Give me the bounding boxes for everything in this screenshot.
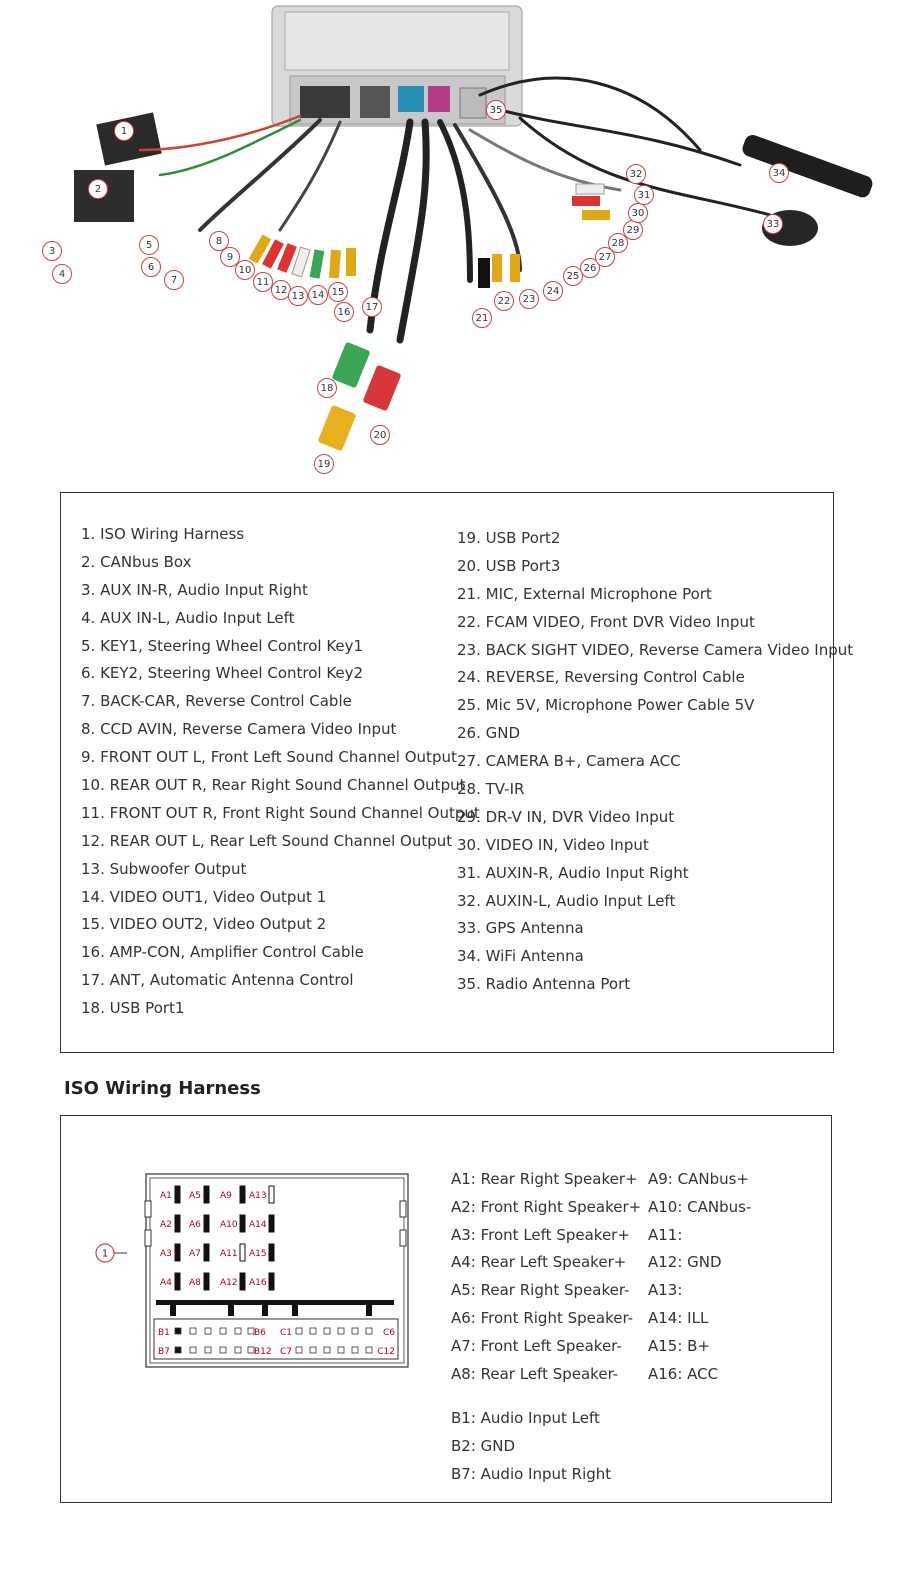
callout-3: 3: [42, 241, 62, 261]
pin-slot: [240, 1215, 245, 1232]
pin-item: A9: CANbus+: [648, 1170, 749, 1188]
pin-square: [310, 1328, 316, 1334]
pin-slot: [204, 1186, 209, 1203]
pin-list-a-col1: [451, 1166, 641, 1388]
pin-slot: [204, 1244, 209, 1261]
legend-item: 12. REAR OUT L, Rear Left Sound Channel Output: [81, 831, 453, 850]
callout-7: 7: [164, 270, 184, 290]
pin-label: A12: [220, 1278, 238, 1288]
legend-item: 8. CCD AVIN, Reverse Camera Video Input: [81, 720, 397, 739]
pin-item: A5: Rear Right Speaker-: [451, 1281, 630, 1300]
pin-label: B1: [158, 1328, 170, 1338]
legend-right-column: [457, 525, 853, 999]
pin-item: A7: Front Left Speaker-: [451, 1336, 622, 1355]
pin-item: B2: GND: [451, 1436, 516, 1455]
pin-label: A3: [160, 1249, 172, 1259]
callout-26: 26: [580, 258, 600, 278]
pin-label: A11: [220, 1249, 238, 1259]
pin-label: B7: [158, 1347, 170, 1357]
callout-4: 4: [52, 264, 72, 284]
pin-label: C6: [382, 1328, 395, 1338]
head-unit: [272, 6, 522, 126]
callout-25: 25: [563, 266, 583, 286]
pin-square: [220, 1347, 226, 1353]
callout-19: 19: [314, 454, 334, 474]
pin-square: [220, 1328, 226, 1334]
iso-connector-callout: [95, 1243, 131, 1267]
pin-item: A6: Front Right Speaker-: [451, 1308, 634, 1327]
pin-square: [324, 1347, 330, 1353]
legend-item: 2. CANbus Box: [81, 552, 192, 571]
pin-square: [296, 1347, 302, 1353]
pin-square: [190, 1328, 196, 1334]
pin-label: A16: [249, 1278, 267, 1288]
pin-item: A15: B+: [648, 1336, 711, 1355]
legend-item: 20. USB Port3: [457, 556, 561, 575]
callout-1: 1: [114, 121, 134, 141]
callout-24: 24: [543, 281, 563, 301]
callout-30: 30: [628, 203, 648, 223]
pin-label: A1: [160, 1191, 172, 1201]
pin-square: [352, 1328, 358, 1334]
pin-square: [235, 1347, 241, 1353]
pin-item: B7: Audio Input Right: [451, 1464, 612, 1483]
legend-item: 19. USB Port2: [457, 529, 561, 547]
legend-item: 22. FCAM VIDEO, Front DVR Video Input: [457, 612, 755, 631]
iso-connector-diagram: [140, 1168, 415, 1373]
pin-square: [190, 1347, 196, 1353]
wiring-photo: [0, 0, 900, 485]
pin-label: A7: [189, 1249, 201, 1259]
callout-23: 23: [519, 289, 539, 309]
callout-34: 34: [769, 163, 789, 183]
legend-left-column: [81, 521, 480, 1023]
pin-slot: [269, 1244, 274, 1261]
pin-slot: [269, 1186, 274, 1203]
pin-label: A9: [220, 1191, 232, 1201]
pin-square: [175, 1328, 181, 1334]
callout-29: 29: [623, 220, 643, 240]
pin-item: A8: Rear Left Speaker-: [451, 1364, 619, 1383]
pin-label: C7: [280, 1347, 293, 1357]
legend-item: 31. AUXIN-R, Audio Input Right: [457, 863, 689, 882]
legend-item: 23. BACK SIGHT VIDEO, Reverse Camera Video Input: [457, 640, 854, 659]
legend-item: 17. ANT, Automatic Antenna Control: [81, 971, 354, 990]
legend-item: 6. KEY2, Steering Wheel Control Key2: [81, 664, 364, 683]
callout-15: 15: [328, 282, 348, 302]
pin-item: A13:: [648, 1281, 683, 1300]
callout-12: 12: [271, 280, 291, 300]
pin-label: C1: [280, 1328, 293, 1338]
legend-item: 25. Mic 5V, Microphone Power Cable 5V: [457, 696, 755, 715]
callout-27: 27: [595, 247, 615, 267]
callout-5: 5: [139, 235, 159, 255]
legend-item: 35. Radio Antenna Port: [457, 975, 631, 994]
pin-label: A14: [249, 1220, 267, 1230]
pin-item: B1: Audio Input Left: [451, 1409, 600, 1427]
pin-square: [296, 1328, 302, 1334]
pin-item: A4: Rear Left Speaker+: [451, 1253, 627, 1272]
rca-plugs: [249, 184, 610, 288]
callout-11: 11: [253, 272, 273, 292]
pin-square: [235, 1328, 241, 1334]
pin-slot: [175, 1273, 180, 1290]
iso-section-title: ISO Wiring Harness: [64, 1078, 261, 1099]
pin-square: [366, 1328, 372, 1334]
callout-31: 31: [634, 185, 654, 205]
callout-2: 2: [88, 179, 108, 199]
legend-item: 1. ISO Wiring Harness: [81, 525, 245, 543]
pin-square: [338, 1347, 344, 1353]
pin-square: [175, 1347, 181, 1353]
legend-item: 7. BACK-CAR, Reverse Control Cable: [81, 692, 352, 711]
pin-item: A11:: [648, 1225, 683, 1244]
pin-square: [248, 1347, 254, 1353]
pin-square: [205, 1328, 211, 1334]
pin-label: C12: [377, 1347, 395, 1357]
pin-square: [248, 1328, 254, 1334]
pin-label: B6: [254, 1328, 266, 1338]
legend-item: 5. KEY1, Steering Wheel Control Key1: [81, 636, 364, 655]
legend-item: 26. GND: [457, 724, 521, 743]
pin-label: A15: [249, 1249, 267, 1259]
legend-item: 15. VIDEO OUT2, Video Output 2: [81, 915, 327, 934]
pin-label: A4: [160, 1278, 172, 1288]
legend-item: 9. FRONT OUT L, Front Left Sound Channel Output: [81, 748, 457, 767]
pin-item: A12: GND: [648, 1253, 722, 1272]
legend-item: 21. MIC, External Microphone Port: [457, 584, 712, 603]
legend-item: 4. AUX IN-L, Audio Input Left: [81, 608, 295, 627]
callout-22: 22: [494, 291, 514, 311]
wifi-antenna: [740, 133, 874, 200]
legend-item: 32. AUXIN-L, Audio Input Left: [457, 891, 676, 910]
pin-square: [338, 1328, 344, 1334]
pin-square: [352, 1347, 358, 1353]
pin-square: [205, 1347, 211, 1353]
pin-slot: [269, 1273, 274, 1290]
legend-item: 11. FRONT OUT R, Front Right Sound Channel Output: [81, 803, 480, 822]
pin-item: A2: Front Right Speaker+: [451, 1197, 642, 1216]
legend-item: 29. DR-V IN, DVR Video Input: [457, 807, 675, 826]
pin-slot: [269, 1215, 274, 1232]
pin-slot: [240, 1186, 245, 1203]
pin-slot: [175, 1186, 180, 1203]
callout-20: 20: [370, 425, 390, 445]
pin-label: A2: [160, 1220, 172, 1230]
legend-item: 10. REAR OUT R, Rear Right Sound Channel Output: [81, 776, 466, 795]
pin-list-a-col2: [648, 1166, 751, 1388]
pin-slot: [240, 1244, 245, 1261]
callout-21: 21: [472, 308, 492, 328]
pin-square: [310, 1347, 316, 1353]
pin-item: A3: Front Left Speaker+: [451, 1225, 630, 1244]
pin-slot: [204, 1273, 209, 1290]
pin-label: A10: [220, 1220, 238, 1230]
callout-9: 9: [220, 247, 240, 267]
pin-item: A10: CANbus-: [648, 1197, 752, 1216]
pin-label: A8: [189, 1278, 201, 1288]
pin-item: A1: Rear Right Speaker+: [451, 1170, 638, 1188]
pin-slot: [175, 1215, 180, 1232]
callout-28: 28: [608, 233, 628, 253]
legend-item: 27. CAMERA B+, Camera ACC: [457, 752, 681, 771]
legend-item: 28. TV-IR: [457, 780, 525, 799]
legend-box: [60, 492, 854, 1053]
legend-item: 18. USB Port1: [81, 999, 185, 1018]
pin-slot: [240, 1273, 245, 1290]
pin-label: B12: [254, 1347, 272, 1357]
callout-32: 32: [626, 164, 646, 184]
pin-item: A14: ILL: [648, 1308, 709, 1327]
legend-item: 30. VIDEO IN, Video Input: [457, 835, 649, 854]
iso-connector-callout-number: 1: [101, 1248, 109, 1260]
legend-item: 14. VIDEO OUT1, Video Output 1: [81, 887, 327, 906]
pin-label: A5: [189, 1191, 201, 1201]
callout-14: 14: [308, 285, 328, 305]
wiring-illustration: [0, 0, 900, 485]
legend-item: 33. GPS Antenna: [457, 919, 584, 938]
callout-8: 8: [209, 231, 229, 251]
pin-square: [366, 1347, 372, 1353]
callout-18: 18: [317, 378, 337, 398]
legend-item: 24. REVERSE, Reversing Control Cable: [457, 668, 745, 687]
pin-item: A16: ACC: [648, 1364, 719, 1383]
callout-10: 10: [235, 260, 255, 280]
pin-list-b: [451, 1405, 611, 1488]
legend-item: 13. Subwoofer Output: [81, 859, 247, 878]
callout-6: 6: [141, 257, 161, 277]
legend-item: 3. AUX IN-R, Audio Input Right: [81, 580, 308, 599]
pin-square: [324, 1328, 330, 1334]
callout-33: 33: [763, 214, 783, 234]
callout-16: 16: [334, 302, 354, 322]
callout-17: 17: [362, 297, 382, 317]
pin-label: A13: [249, 1191, 267, 1201]
callout-13: 13: [288, 286, 308, 306]
callout-35: 35: [486, 100, 506, 120]
legend-item: 16. AMP-CON, Amplifier Control Cable: [81, 943, 364, 962]
pin-slot: [175, 1244, 180, 1261]
pin-slot: [204, 1215, 209, 1232]
pin-label: A6: [189, 1220, 201, 1230]
legend-item: 34. WiFi Antenna: [457, 947, 584, 966]
